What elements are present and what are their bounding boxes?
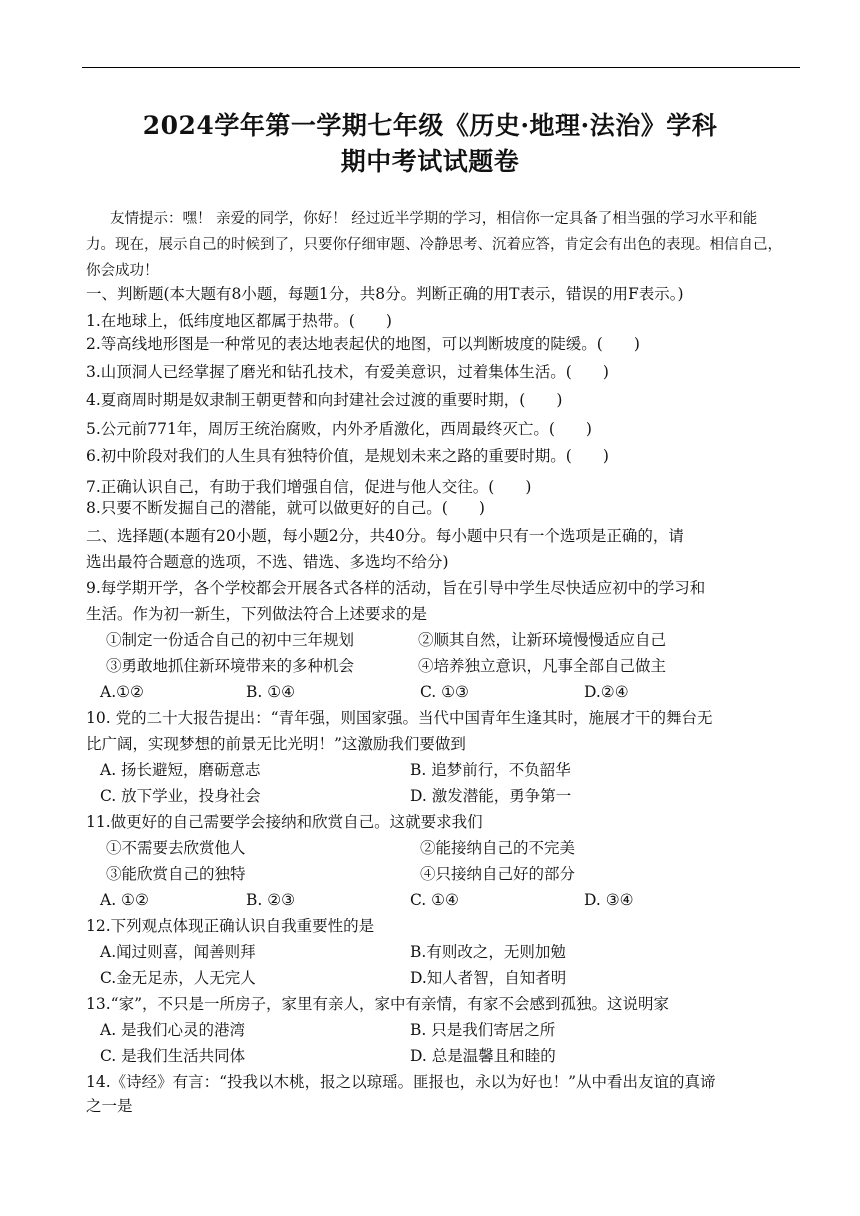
question-4: 4.夏商周时期是奴隶制王朝更替和向封建社会过渡的重要时期，( ) <box>86 391 563 409</box>
q13-option-b: B. 只是我们寄居之所 <box>410 1021 556 1039</box>
q12-option-c: C.金无足赤，人无完人 <box>100 969 256 987</box>
q10-option-a: A. 扬长避短，磨砺意志 <box>100 761 261 779</box>
q12-option-d: D.知人者智，自知者明 <box>410 969 567 987</box>
q11-option-d: D. ③④ <box>584 891 634 909</box>
q11-statement-3: ③能欣赏自己的独特 <box>106 865 246 883</box>
question-1: 1.在地球上，低纬度地区都属于热带。( ) <box>86 312 392 330</box>
question-2: 2.等高线地形图是一种常见的表达地表起伏的地图，可以判断坡度的陡缓。( ) <box>86 335 640 353</box>
q10-option-d: D. 激发潜能，勇争第一 <box>410 787 572 805</box>
question-3: 3.山顶洞人已经掌握了磨光和钻孔技术，有爱美意识，过着集体生活。( ) <box>86 363 609 381</box>
q9-statement-2: ②顺其自然，让新环境慢慢适应自己 <box>418 631 667 649</box>
tip-line-1: 友情提示：嘿！ 亲爱的同学，你好！ 经过近半学期的学习，相信你一定具备了相当强的学习水平和能 <box>110 211 758 227</box>
q14-stem-1: 14.《诗经》有言：“投我以木桃，报之以琼瑶。匪报也，永以为好也！”从中看出友谊的真谛 <box>86 1073 716 1091</box>
section1-heading: 一、判断题(本大题有8小题，每题1分，共8分。判断正确的用T表示，错误的用F表示。) <box>86 285 684 303</box>
q13-stem: 13.“家”，不只是一所房子，家里有亲人，家中有亲情，有家不会感到孤独。这说明家 <box>86 995 670 1013</box>
q11-statement-1: ①不需要去欣赏他人 <box>106 839 246 857</box>
question-5: 5.公元前771年，周厉王统治腐败，内外矛盾激化，西周最终灭亡。( ) <box>86 420 592 438</box>
q10-stem-2: 比广阔，实现梦想的前景无比光明！”这激励我们要做到 <box>86 735 466 753</box>
q9-option-d: D.②④ <box>584 683 629 701</box>
q9-statement-4: ④培养独立意识，凡事全部自己做主 <box>418 657 667 675</box>
q11-option-c: C. ①④ <box>410 891 459 909</box>
page-title: 2024学年第一学期七年级《历史·地理·法治》学科 <box>142 111 718 140</box>
section2-heading-2: 选出最符合题意的选项，不选、错选、多选均不给分) <box>86 553 449 571</box>
q11-option-b: B. ②③ <box>246 891 296 909</box>
q14-stem-2: 之一是 <box>86 1097 133 1115</box>
header-rule <box>82 67 800 68</box>
q9-option-a: A.①② <box>100 683 144 701</box>
question-8: 8.只要不断发掘自己的潜能，就可以做更好的自己。( ) <box>86 499 485 517</box>
q10-stem-1: 10. 党的二十大报告提出：“青年强，则国家强。当代中国青年生逢其时，施展才干的舞台无 <box>86 709 713 727</box>
question-7: 7.正确认识自己，有助于我们增强自信，促进与他人交往。( ) <box>86 478 532 496</box>
q9-option-b: B. ①④ <box>246 683 296 701</box>
q10-option-c: C. 放下学业，投身社会 <box>100 787 261 805</box>
question-6: 6.初中阶段对我们的人生具有独特价值，是规划未来之路的重要时期。( ) <box>86 447 609 465</box>
q11-statement-4: ④只接纳自己好的部分 <box>420 865 576 883</box>
q13-option-a: A. 是我们心灵的港湾 <box>100 1021 246 1039</box>
q13-option-d: D. 总是温馨且和睦的 <box>410 1047 556 1065</box>
tip-line-2: 力。现在，展示自己的时候到了，只要你仔细审题、冷静思考、沉着应答，肯定会有出色的表现。相信自己， <box>86 237 782 253</box>
q9-statement-1: ①制定一份适合自己的初中三年规划 <box>106 631 355 649</box>
page-subtitle: 期中考试试题卷 <box>340 147 520 176</box>
q11-option-a: A. ①② <box>100 891 149 909</box>
q12-stem: 12.下列观点体现正确认识自我重要性的是 <box>86 917 375 935</box>
q11-stem: 11.做更好的自己需要学会接纳和欣赏自己。这就要求我们 <box>86 813 483 831</box>
tip-line-3: 你会成功！ <box>86 263 159 279</box>
q9-stem-2: 生活。作为初一新生，下列做法符合上述要求的是 <box>86 605 428 623</box>
section2-heading-1: 二、选择题(本题有20小题，每小题2分，共40分。每小题中只有一个选项是正确的，请 <box>86 527 684 545</box>
q9-option-c: C. ①③ <box>420 683 469 701</box>
q9-statement-3: ③勇敢地抓住新环境带来的多种机会 <box>106 657 355 675</box>
q11-statement-2: ②能接纳自己的不完美 <box>420 839 576 857</box>
q12-option-a: A.闻过则喜，闻善则拜 <box>100 943 256 961</box>
q9-stem-1: 9.每学期开学，各个学校都会开展各式各样的活动，旨在引导中学生尽快适应初中的学习和 <box>86 579 706 597</box>
q12-option-b: B.有则改之，无则加勉 <box>410 943 566 961</box>
q13-option-c: C. 是我们生活共同体 <box>100 1047 246 1065</box>
q10-option-b: B. 追梦前行，不负韶华 <box>410 761 571 779</box>
